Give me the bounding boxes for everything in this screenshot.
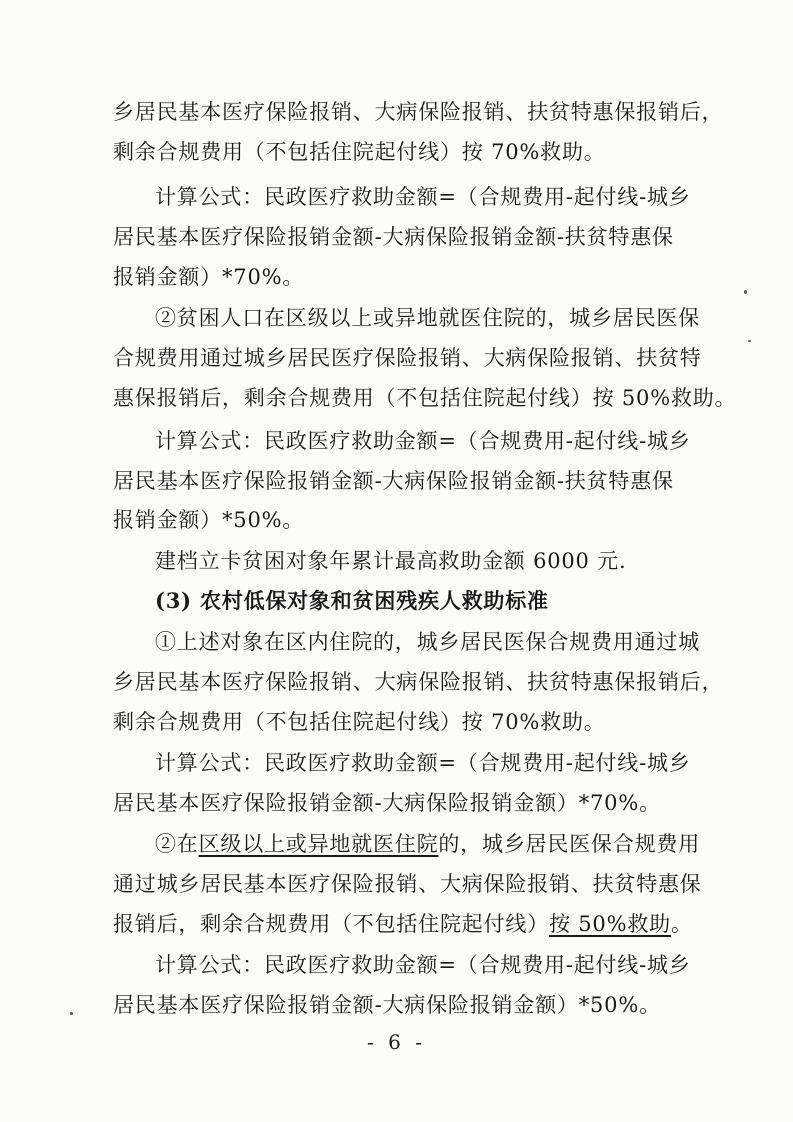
text-line xyxy=(113,909,693,939)
text-line: 报销金额）*70%。 xyxy=(113,265,305,289)
scan-speck xyxy=(744,290,747,294)
text-line: 通过城乡居民基本医疗保险报销、大病保险报销、扶贫特惠保 xyxy=(113,872,702,896)
text-line: 计算公式：民政医疗救助金额=（合规费用-起付线-城乡 xyxy=(155,953,691,977)
text-span: 。 xyxy=(670,912,693,936)
text-span: ②在 xyxy=(155,832,199,856)
text-line: 报销金额）*50%。 xyxy=(113,508,305,532)
text-line: 计算公式：民政医疗救助金额=（合规费用-起付线-城乡 xyxy=(155,751,691,775)
text-line: ②贫困人口在区级以上或异地就医住院的，城乡居民医保 xyxy=(155,306,700,330)
text-line: 剩余合规费用（不包括住院起付线）按 70%救助。 xyxy=(113,140,606,164)
section-heading: (3) 农村低保对象和贫困残疾人救助标准 xyxy=(155,588,549,613)
text-span: 报销后，剩余合规费用（不包括住院起付线） xyxy=(113,912,549,936)
text-line: 乡居民基本医疗保险报销、大病保险报销、扶贫特惠保报销后， xyxy=(113,100,724,124)
text-line: 居民基本医疗保险报销金额-大病保险报销金额）*50%。 xyxy=(113,993,661,1017)
underlined-text: 按 50%救助 xyxy=(549,912,671,936)
text-line: 剩余合规费用（不包括住院起付线）按 70%救助。 xyxy=(113,710,606,734)
page-number: - 6 - xyxy=(367,1030,426,1054)
text-line: ①上述对象在区内住院的，城乡居民医保合规费用通过城 xyxy=(155,630,700,654)
text-line: 居民基本医疗保险报销金额-大病保险报销金额）*70%。 xyxy=(113,791,661,815)
scan-speck xyxy=(70,1012,73,1015)
text-line: 建档立卡贫困对象年累计最高救助金额 6000 元. xyxy=(155,549,627,573)
underlined-text: 区级以上或异地就医住院 xyxy=(198,832,439,856)
text-line: 居民基本医疗保险报销金额-大病保险报销金额-扶贫特惠保 xyxy=(113,225,674,249)
text-line: 计算公式：民政医疗救助金额=（合规费用-起付线-城乡 xyxy=(155,185,691,209)
text-line: 乡居民基本医疗保险报销、大病保险报销、扶贫特惠保报销后， xyxy=(113,670,724,694)
text-span: 的，城乡居民医保合规费用 xyxy=(438,832,701,856)
scan-speck xyxy=(748,340,751,342)
text-line: 计算公式：民政医疗救助金额=（合规费用-起付线-城乡 xyxy=(155,429,691,453)
text-line: 合规费用通过城乡居民医疗保险报销、大病保险报销、扶贫特 xyxy=(113,346,702,370)
text-line: 惠保报销后，剩余合规费用（不包括住院起付线）按 50%救助。 xyxy=(113,386,737,410)
text-line: 居民基本医疗保险报销金额-大病保险报销金额-扶贫特惠保 xyxy=(113,469,674,493)
text-line xyxy=(155,829,700,859)
